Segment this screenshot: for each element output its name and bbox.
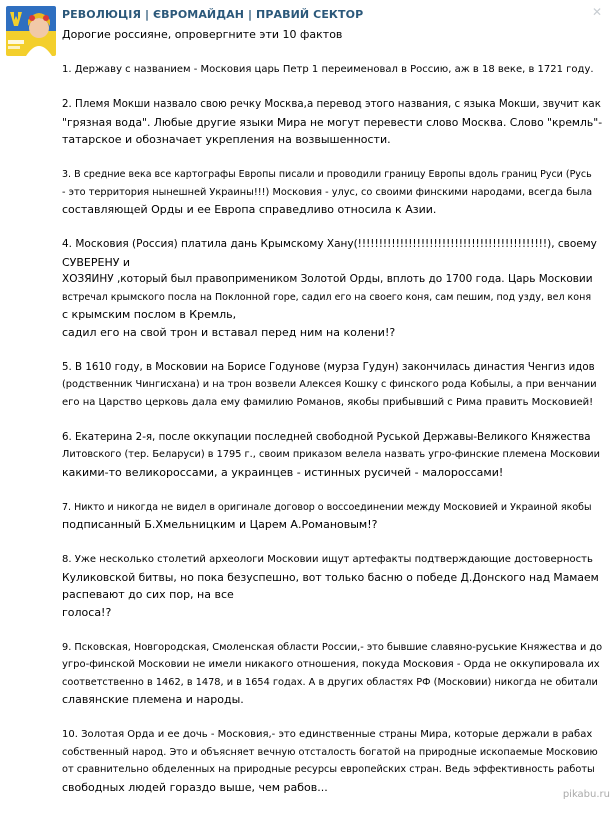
fact-2 xyxy=(62,96,602,149)
avatar-image xyxy=(6,6,56,56)
group-avatar[interactable] xyxy=(6,6,56,56)
fact-line: 9. Псковская, Новгородская, Смоленская области России,- это бывшие славяно-руськие Княжества и до xyxy=(62,641,603,653)
fact-line: какими-то великороссами, а украинцев - истинных русичей - малороссами! xyxy=(62,465,504,479)
fact-line: 6. Екатерина 2-я, после оккупации последней свободной Руськой Державы-Великого Княжества xyxy=(62,430,591,443)
fact-line: 2. Племя Мокши назвало свою речку Москва,а перевод этого названия, с языка Мокши, звучит как xyxy=(62,98,601,110)
fact-line: "грязная вода". Любые другие языки Мира не могут перевести слово Москва. Слово "кремль"- xyxy=(62,115,603,129)
close-icon[interactable]: ✕ xyxy=(591,5,603,19)
fact-line: встречал крымского посла на Поклонной горе, садил его на своего коня, сам пешим, под узду, вел коня xyxy=(62,291,592,303)
fact-10 xyxy=(62,726,602,796)
fact-line: его на Царство церковь дала ему фамилию Романов, якобы прибывший с Рима править Московией! xyxy=(62,396,594,408)
fact-line: 1. Державу с названием - Московия царь Петр 1 переименовал в Россию, аж в 18 веке, в 1721 году. xyxy=(62,64,594,75)
group-name-link[interactable]: РЕВОЛЮЦІЯ | ЄВРОМАЙДАН | ПРАВИЙ СЕКТОР xyxy=(62,8,364,21)
fact-line: свободных людей гораздо выше, чем рабов... xyxy=(62,780,328,794)
fact-line: с крымским послом в Кремль, xyxy=(62,308,237,321)
post-title: Дорогие россияне, опровергните эти 10 фактов xyxy=(62,28,343,41)
fact-line: 4. Московия (Россия) платила дань Крымскому Хану(!!!!!!!!!!!!!!!!!!!!!!!!!!!!!!!!!!!!!!!!!!!!!), своему xyxy=(62,238,597,250)
fact-7 xyxy=(62,499,602,534)
fact-1 xyxy=(62,61,602,79)
fact-line: (родственник Чингисхана) и на трон возвели Алексея Кошку с финского рода Кобылы, а при венчании xyxy=(62,379,597,390)
fact-line: соответственно в 1462, в 1478, и в 1654 годах. А в других областях РФ (Московии) никогда не обитали xyxy=(62,676,598,688)
fact-line: 5. В 1610 году, в Московии на Борисе Годунове (мурза Гудун) закончилась династия Ченгиз идов xyxy=(62,360,595,373)
fact-line: 8. Уже несколько столетий археологи Московии ищут артефакты подтверждающие достоверность xyxy=(62,554,593,565)
fact-line: 7. Никто и никогда не видел в оригинале договор о воссоединении между Московией и Украиной якобы xyxy=(62,501,592,513)
fact-line: 10. Золотая Орда и ее дочь - Московия,- это единственные страны Мира, которые держали в рабах xyxy=(62,729,593,740)
fact-line: собственный народ. Это и объясняет вечную отсталость богатой на природные ископаемые Московию xyxy=(62,746,598,758)
fact-line: - это территория нынешней Украины!!!) Московия - улус, со своими финскими народами, всегда была xyxy=(62,186,593,198)
fact-line: голоса!? xyxy=(62,605,112,619)
fact-line: распевают до сих пор, на все xyxy=(62,588,234,601)
fact-8 xyxy=(62,551,602,621)
fact-3 xyxy=(62,166,602,219)
post-text xyxy=(62,26,602,814)
fact-line: подписанный Б.Хмельницким и Царем А.Романовым!? xyxy=(62,518,378,531)
fact-line: татарское и обозначает укрепления на возвышенности. xyxy=(62,133,391,146)
fact-line: угро-финской Московии не имели никакого отношения, покуда Московия - Орда не оккупировала их xyxy=(62,659,600,670)
fact-line: от сравнительно обделенных на природные ресурсы европейских стран. Ведь эффективность работы xyxy=(62,764,595,775)
fact-line: Куликовской битвы, но пока безуспешно, вот только басню о победе Д.Донского над Мамаем xyxy=(62,570,599,584)
fact-line: СУВЕРЕНУ и xyxy=(62,255,131,269)
fact-6 xyxy=(62,429,602,482)
fact-line: Литовского (тер. Беларуси) в 1795 г., своим приказом велела назвать угро-финские племена Московии xyxy=(62,449,600,460)
fact-line: составляющей Орды и ее Европа справедливо относила к Азии. xyxy=(62,203,437,216)
site-watermark: pikabu.ru xyxy=(562,789,610,800)
fact-line: ХОЗЯИНУ ,который был правопримеником Золотой Орды, вплоть до 1700 года. Царь Московии xyxy=(62,273,593,285)
fact-line: славянские племена и народы. xyxy=(62,693,244,706)
fact-line: садил его на свой трон и вставал перед ним на колени!? xyxy=(62,325,396,339)
fact-5 xyxy=(62,359,602,412)
fact-4 xyxy=(62,236,602,341)
fact-line: 3. В средние века все картографы Европы писали и проводили границу Европы вдоль границ Руси (Русь xyxy=(62,169,592,180)
fact-9 xyxy=(62,639,602,709)
